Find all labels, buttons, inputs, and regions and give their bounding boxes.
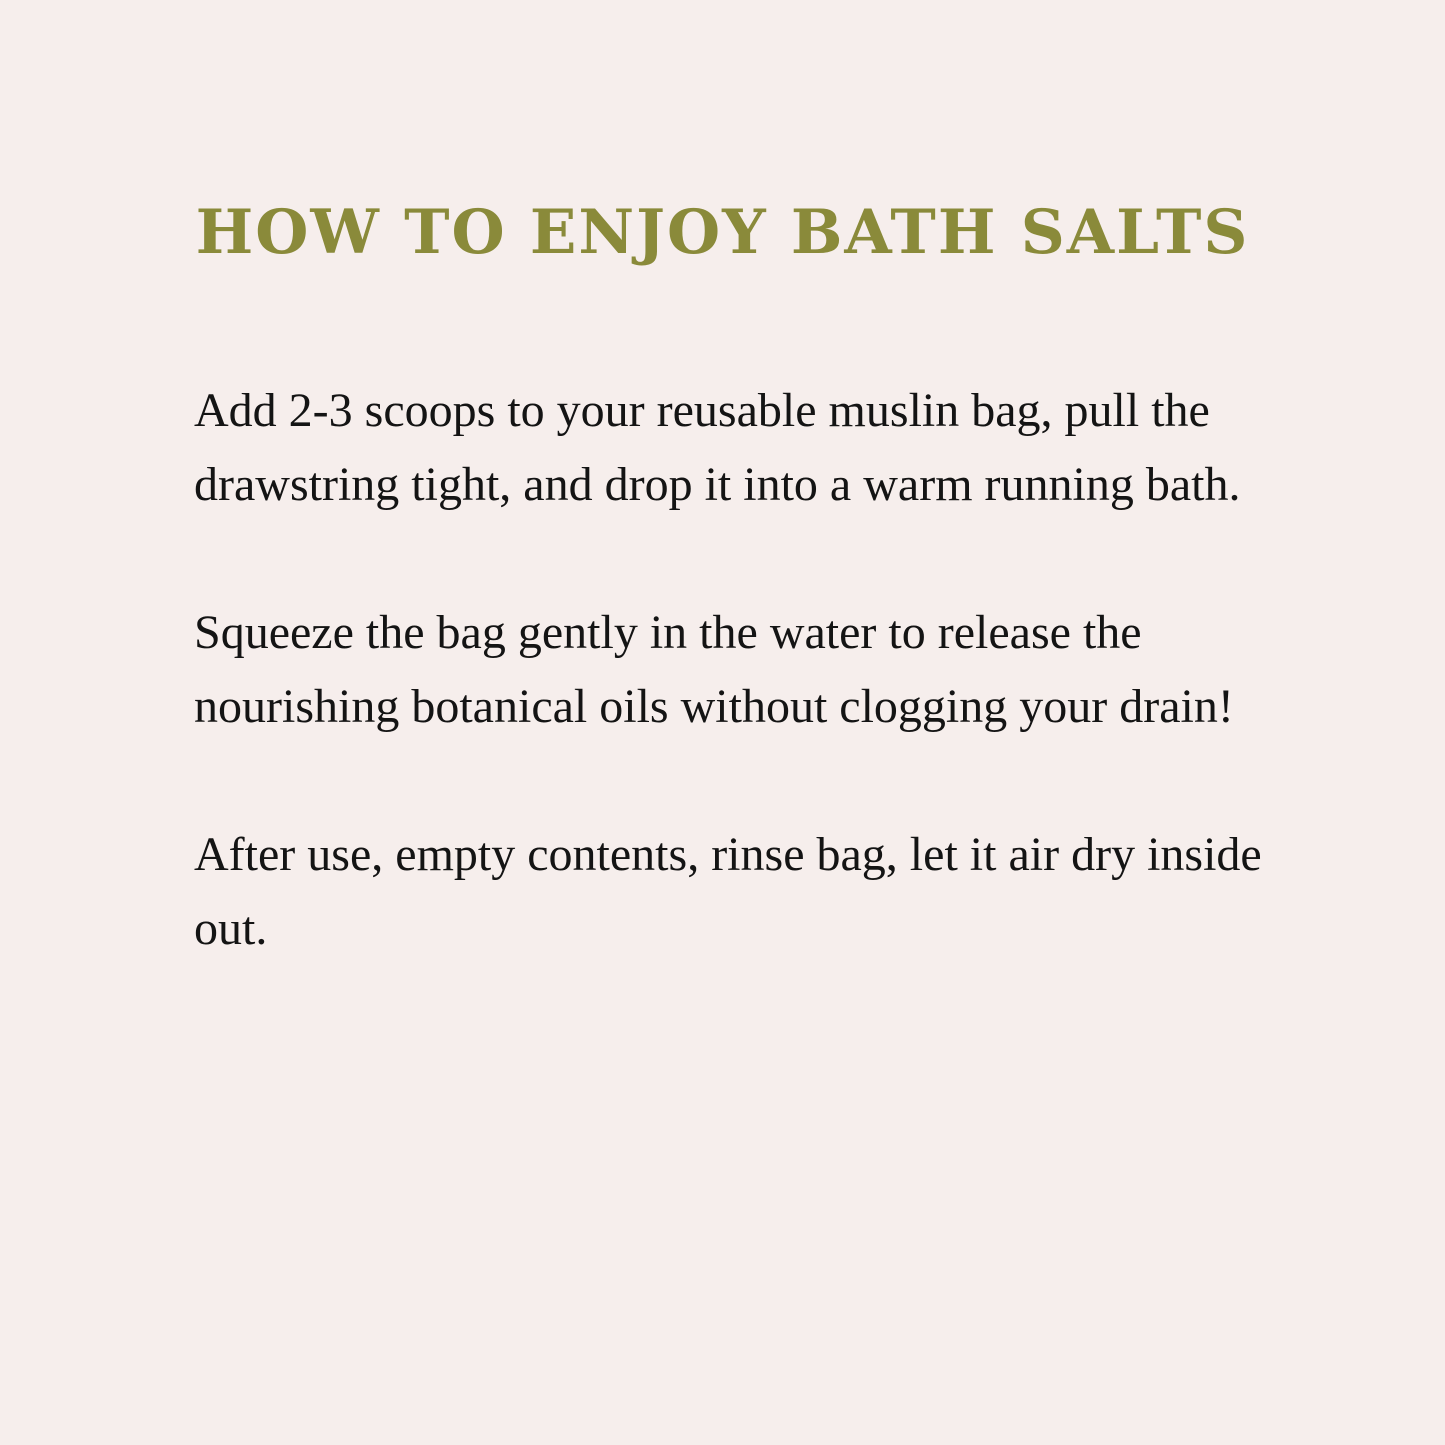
page-title: HOW TO ENJOY BATH SALTS [195, 197, 1250, 268]
instructions-body [194, 374, 1314, 966]
instruction-paragraph-3: After use, empty contents, rinse bag, let it air dry inside out. [194, 828, 1262, 955]
instruction-paragraph-1: Add 2-3 scoops to your reusable muslin bag, pull the drawstring tight, and drop it into a warm running bath. [194, 384, 1241, 511]
instruction-paragraph-2: Squeeze the bag gently in the water to release the nourishing botanical oils without clogging your drain! [194, 606, 1234, 733]
